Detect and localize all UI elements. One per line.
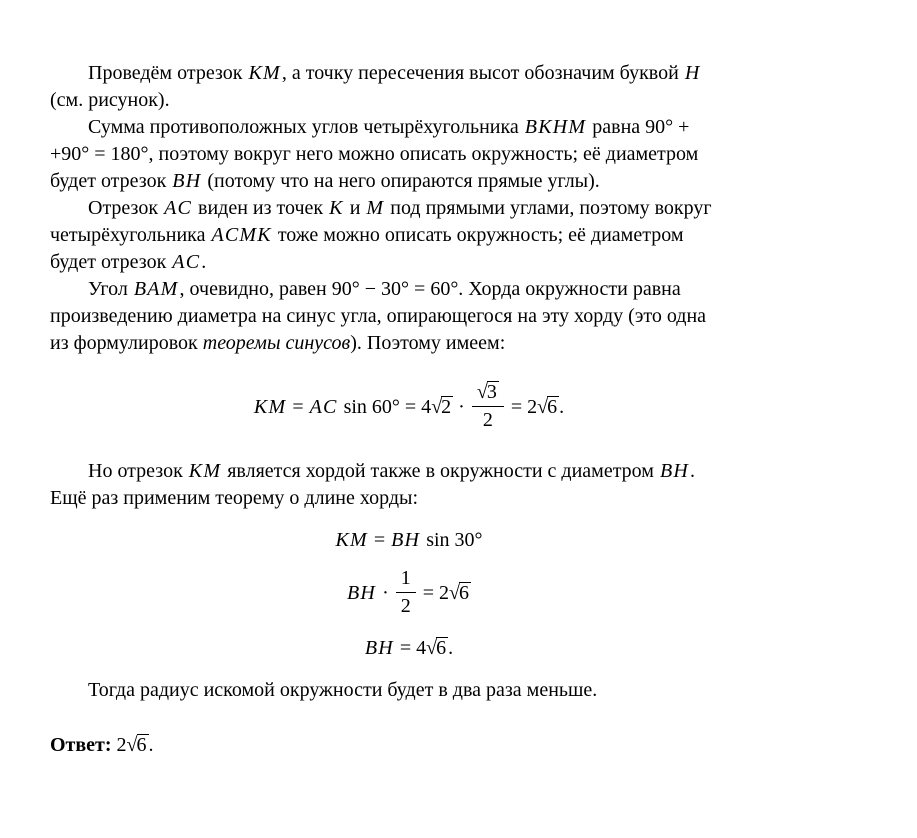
text-run: = 2 (417, 582, 450, 605)
math-variable: BAM (133, 278, 179, 300)
text-line (50, 141, 767, 168)
text-run: четырёхугольника (50, 224, 211, 246)
radicand: 6 (136, 734, 147, 756)
text-line (50, 303, 767, 330)
text-run: виден из точек (193, 197, 329, 219)
text-run: Но отрезок (88, 460, 188, 482)
text-run: под прямыми углами, поэтому вокруг (385, 197, 712, 219)
math-variable: BH (364, 637, 394, 659)
formula-km-equals-bh-sin30 (50, 529, 767, 552)
formula-bh-times-half (50, 569, 767, 620)
text-run: . (201, 251, 207, 273)
text-run: 2 (400, 595, 411, 617)
text-run: Угол (88, 278, 133, 300)
text-run: Отрезок (88, 197, 164, 219)
text-run: будет отрезок (50, 251, 172, 273)
text-run: sin 60° = 4 (338, 396, 432, 419)
text-run: = (287, 396, 309, 419)
math-variable: AC (164, 197, 193, 219)
text-run: sin 30° (421, 529, 483, 551)
text-line (50, 677, 767, 704)
text-run: . (690, 460, 696, 482)
text-line (50, 168, 767, 195)
radicand: 6 (547, 396, 558, 419)
radicand: 6 (459, 582, 469, 605)
answer-line (50, 732, 767, 759)
sqrt-expression (426, 637, 448, 659)
text-run: 1 (400, 567, 411, 589)
fraction-denominator (396, 593, 416, 618)
text-run: и (344, 197, 366, 219)
text-line (50, 458, 767, 485)
text-run: 2 (111, 734, 127, 756)
math-variable: BKHM (524, 116, 587, 138)
text-run: Проведём отрезок (88, 62, 248, 84)
text-run: = (368, 529, 391, 551)
math-variable: KM (335, 529, 368, 551)
text-run: , очевидно, равен 90° − 30° = 60°. Хорда окружности равна (179, 278, 681, 300)
math-variable: K (329, 197, 344, 219)
text-run: · (453, 396, 470, 419)
text-run: равна 90° + (587, 116, 690, 138)
bold-text: Ответ: (50, 734, 112, 756)
math-variable: BH (347, 582, 377, 605)
text-line (50, 114, 767, 141)
paragraph-segment-ac-visible (50, 195, 767, 276)
text-run: (потому что на него опираются прямые углы). (202, 170, 600, 192)
text-run: Ещё раз применим теорему о длине хорды: (50, 487, 419, 509)
text-run: . (559, 396, 565, 419)
text-run: будет отрезок (50, 170, 172, 192)
fraction (470, 381, 506, 432)
math-variable: AC (172, 251, 201, 273)
text-run: тоже можно описать окружность; её диаметром (272, 224, 684, 246)
text-run: · (377, 582, 394, 605)
radical-sign: √ (537, 396, 549, 419)
text-run: Сумма противоположных углов четырёхугольника (88, 116, 524, 138)
math-variable: BH (391, 529, 421, 551)
text-line (50, 330, 767, 357)
math-variable: KM (188, 460, 222, 482)
paragraph-opposite-angles (50, 114, 767, 195)
sqrt-expression (477, 381, 499, 403)
italic-text: теоремы синусов (202, 332, 351, 354)
radicand: 6 (436, 637, 447, 659)
text-run: ). Поэтому имеем: (350, 332, 506, 354)
math-variable: AC (309, 396, 338, 419)
fraction-numerator (396, 567, 416, 593)
sqrt-expression (127, 734, 149, 756)
math-variable: ACMK (211, 224, 272, 246)
paragraph-draw-segment (50, 60, 767, 114)
sqrt-expression (449, 582, 471, 604)
paragraph-km-chord-bh (50, 458, 767, 512)
text-line (50, 249, 767, 276)
text-run: +90° = 180°, поэтому вокруг него можно описать окружность; её диаметром (50, 143, 699, 165)
radical-sign: √ (126, 734, 138, 756)
text-run: 2 (482, 409, 493, 431)
formula-bh-result (50, 637, 767, 660)
text-run: (см. рисунок). (50, 89, 170, 111)
math-variable: KM (248, 62, 281, 84)
text-run: , а точку пересечения высот обозначим буквой (281, 62, 684, 84)
text-run: является хордой также в окружности с диаметром (222, 460, 659, 482)
text-run: = 2 (505, 396, 538, 419)
math-variable: BH (659, 460, 690, 482)
text-run: = 4 (394, 637, 427, 659)
text-line (50, 276, 767, 303)
text-run: Тогда радиус искомой окружности будет в два раза меньше. (88, 679, 598, 701)
radicand: 2 (441, 396, 452, 419)
text-line (50, 485, 767, 512)
text-line (50, 87, 767, 114)
text-run: произведению диаметра на синус угла, опирающегося на эту хорду (это одна (50, 305, 707, 327)
text-run: . (148, 734, 154, 756)
paragraph-angle-bam (50, 276, 767, 357)
paragraph-radius-conclusion (50, 677, 767, 704)
radical-sign: √ (449, 582, 460, 605)
sqrt-expression (537, 396, 559, 418)
fraction-denominator (472, 407, 504, 432)
math-variable: M (366, 197, 385, 219)
fraction (394, 567, 418, 618)
text-line (50, 222, 767, 249)
text-line (50, 60, 767, 87)
sqrt-expression (431, 396, 453, 418)
radicand: 3 (486, 381, 497, 403)
radical-sign: √ (476, 381, 488, 403)
text-line (50, 195, 767, 222)
radical-sign: √ (426, 637, 438, 659)
fraction-numerator (472, 381, 504, 407)
formula-km-equals-ac-sin60 (50, 383, 767, 434)
text-run: . (448, 637, 454, 659)
text-run: из формулировок (50, 332, 203, 354)
math-variable: H (684, 62, 701, 84)
radical-sign: √ (431, 396, 443, 419)
math-variable: BH (172, 170, 202, 192)
math-variable: KM (253, 396, 287, 419)
